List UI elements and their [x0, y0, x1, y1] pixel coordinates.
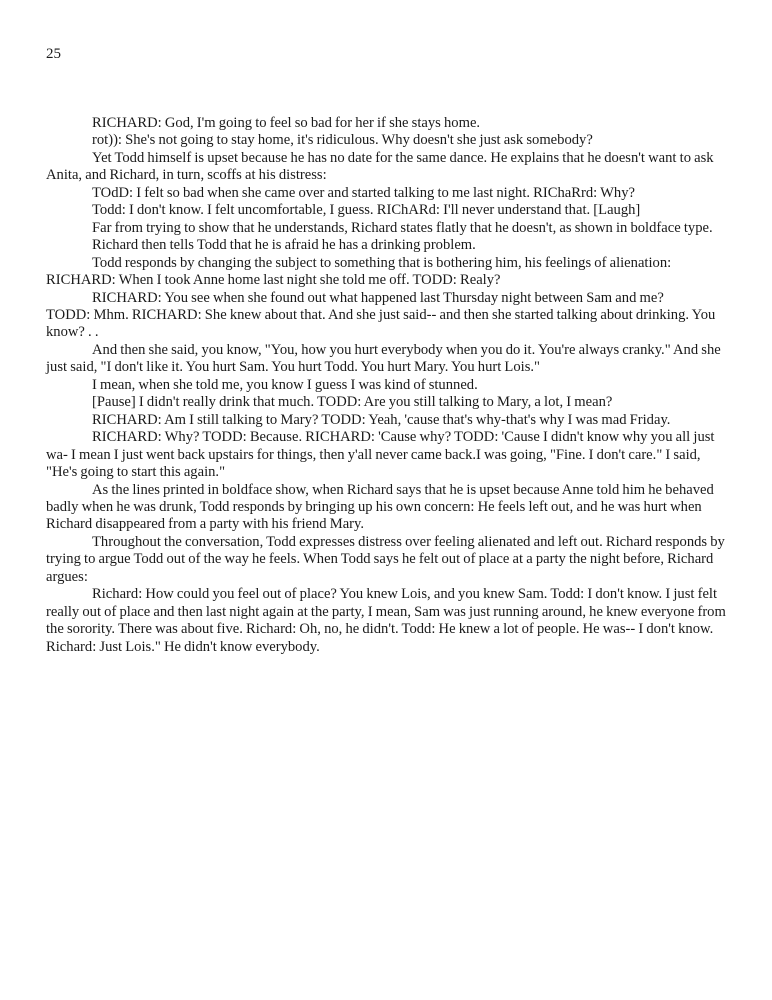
paragraph-6: Far from trying to show that he understands, Richard states flatly that he doesn't, as shown in boldface type.: [92, 219, 713, 236]
paragraph-9: RICHARD: When I took Anne home last night she told me off. TODD: Realy?: [46, 272, 501, 289]
paragraph-1: RICHARD: God, I'm going to feel so bad for her if she stays home.: [92, 115, 481, 131]
paragraph-11: TODD: Mhm. RICHARD: She knew about that. And she just said-- and then she started talking about drinking. You know? . .: [46, 306, 716, 341]
paragraph-7: Richard then tells Todd that he is afraid he has a drinking problem.: [92, 237, 476, 254]
paragraph-10: RICHARD: You see when she found out what happened last Thursday night between Sam and me?: [92, 289, 664, 306]
paragraph-18: Throughout the conversation, Todd expresses distress over feeling alienated and left out. Richard responds by trying to argue Todd out of the way he feels. When Todd says he felt out of place at a party the night before, Richard argues:: [46, 533, 725, 585]
paragraph-14: [Pause] I didn't really drink that much. TODD: Are you still talking to Mary, a lot, I mean?: [92, 394, 613, 411]
paragraph-3: Yet Todd himself is upset because he has no date for the same dance. He explains that he doesn't want to ask Anita, and Richard, in turn, scoffs at his distress:: [46, 149, 714, 184]
paragraph-12: And then she said, you know, "You, how you hurt everybody when you do it. You're always cranky." And she just said, "I don't like it. You hurt Sam. You hurt Todd. You hurt Mary. You hurt Lois.": [46, 341, 721, 376]
paragraph-8: Todd responds by changing the subject to something that is bothering him, his feelings of alienation:: [92, 254, 672, 271]
paragraph-15: RICHARD: Am I still talking to Mary? TODD: Yeah, 'cause that's why-that's why I was mad Friday.: [92, 411, 671, 428]
paragraph-4: TOdD: I felt so bad when she came over and started talking to me last night. RIChaRrd: Why?: [92, 184, 635, 201]
paragraph-16: RICHARD: Why? TODD: Because. RICHARD: 'Cause why? TODD: 'Cause I didn't know why you all just wa- I mean I just went back upstairs for things, then y'all never came back.I was going, "Fine. I don't care." I said, "He's going to start this again.": [46, 429, 715, 481]
paragraph-5: Todd: I don't know. I felt uncomfortable, I guess. RIChARd: I'll never understand that. [Laugh]: [92, 202, 641, 219]
paragraph-19: Richard: How could you feel out of place? You knew Lois, and you knew Sam. Todd: I don't know. I just felt really out of place and then last night again at the party, I mean, Sam was just running around, he knew everyone from the sorority. There was about five. Richard: Oh, no, he didn't. Todd: He knew a lot of people. He was-- I don't know. Richard: Just Lois." He didn't know everybody.: [46, 586, 726, 655]
paragraph-13: I mean, when she told me, you know I guess I was kind of stunned.: [92, 376, 478, 393]
page-number: 25: [46, 46, 61, 62]
paragraph-2: rot)): She's not going to stay home, it's ridiculous. Why doesn't she just ask somebody?: [92, 132, 593, 149]
body-text: [46, 115, 727, 656]
paragraph-17: As the lines printed in boldface show, when Richard says that he is upset because Anne told him he behaved badly when he was drunk, Todd responds by bringing up his own concern: He feels left out, and he was hurt when Richard disappeared from a party with his friend Mary.: [46, 481, 714, 533]
